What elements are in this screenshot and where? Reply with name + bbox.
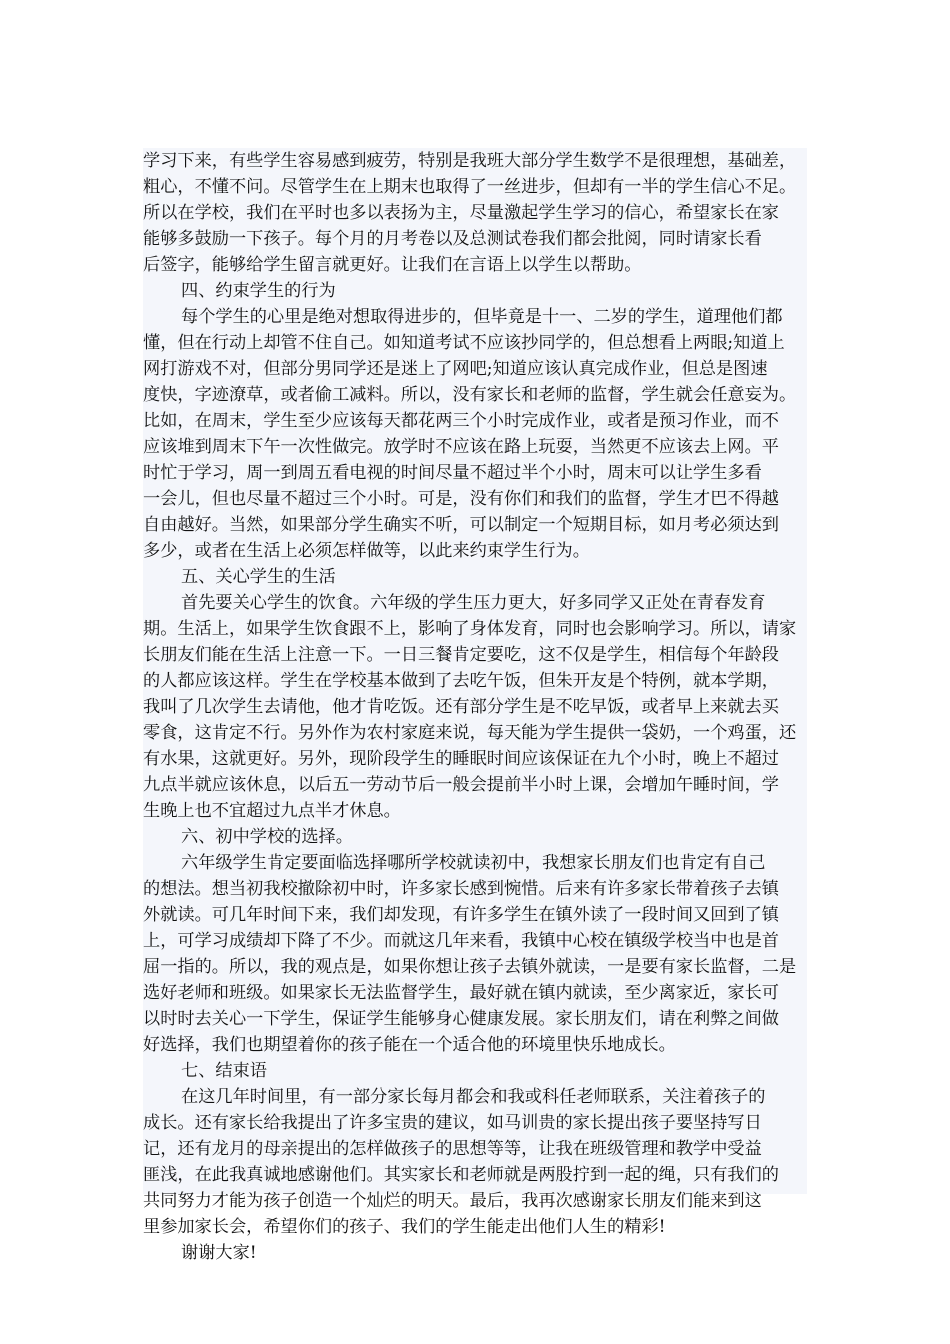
text-line: 时忙于学习，周一到周五看电视的时间尽量不超过半个小时，周末可以让学生多看 [143, 463, 762, 483]
text-line: 屈一指的。所以，我的观点是，如果你想让孩子去镇外就读，一是要有家长监督，二是 [143, 957, 797, 977]
text-line: 记，还有龙月的母亲提出的怎样做孩子的思想等等，让我在班级管理和教学中受益 [143, 1139, 762, 1159]
text-line: 上，可学习成绩却下降了不少。而就这几年来看，我镇中心校在镇级学校当中也是首 [143, 931, 779, 951]
paragraph-first-line: 七、结束语 [181, 1061, 267, 1081]
paragraph-first-line: 首先要关心学生的饮食。六年级的学生压力更大，好多同学又正处在青春发育 [181, 593, 766, 613]
text-line: 好选择，我们也期望着你的孩子能在一个适合他的环境里快乐地成长。 [143, 1035, 676, 1055]
text-line: 以时时去关心一下学生，保证学生能够身心健康发展。家长朋友们，请在利弊之间做 [143, 1009, 779, 1029]
text-line: 有水果，这就更好。另外，现阶段学生的睡眠时间应该保证在九个小时，晚上不超过 [143, 749, 779, 769]
text-line: 九点半就应该休息，以后五一劳动节后一般会提前半小时上课，会增加午睡时间，学 [143, 775, 779, 795]
text-line: 里参加家长会，希望你们的孩子、我们的学生能走出他们人生的精彩! [143, 1217, 666, 1237]
paragraph-first-line: 六年级学生肯定要面临选择哪所学校就读初中，我想家长朋友们也肯定有自己 [181, 853, 766, 873]
text-line: 一会儿，但也尽量不超过三个小时。可是，没有你们和我们的监督，学生才巴不得越 [143, 489, 779, 509]
text-line: 长朋友们能在生活上注意一下。一日三餐肯定要吃，这不仅是学生，相信每个年龄段 [143, 645, 779, 665]
text-line: 自由越好。当然，如果部分学生确实不听，可以制定一个短期目标，如月考必须达到 [143, 515, 779, 535]
text-line: 多少，或者在生活上必须怎样做等，以此来约束学生行为。 [143, 541, 590, 561]
paragraph-first-line: 五、关心学生的生活 [181, 567, 336, 587]
text-line: 匪浅，在此我真诚地感谢他们。其实家长和老师就是两股拧到一起的绳，只有我们的 [143, 1165, 779, 1185]
document-text-block [143, 148, 807, 1263]
text-line: 比如，在周末，学生至少应该每天都花两三个小时完成作业，或者是预习作业，而不 [143, 411, 779, 431]
text-line: 学习下来，有些学生容易感到疲劳，特别是我班大部分学生数学不是很理想，基础差， [143, 151, 797, 171]
text-line: 我叫了几次学生去请他，他才肯吃饭。还有部分学生是不吃早饭，或者早上来就去买 [143, 697, 779, 717]
text-line: 生晚上也不宜超过九点半才休息。 [143, 801, 401, 821]
text-line: 网打游戏不对，但部分男同学还是迷上了网吧;知道应该认真完成作业，但总是图速 [143, 359, 768, 379]
text-line: 度快，字迹潦草，或者偷工减料。所以，没有家长和老师的监督，学生就会任意妄为。 [143, 385, 797, 405]
text-line: 期。生活上，如果学生饮食跟不上，影响了身体发育，同时也会影响学习。所以，请家 [143, 619, 797, 639]
text-line: 的人都应该这样。学生在学校基本做到了去吃午饭，但朱开友是个特例，就本学期， [143, 671, 779, 691]
paragraph-first-line: 每个学生的心里是绝对想取得进步的，但毕竟是十一、二岁的学生，道理他们都 [181, 307, 783, 327]
text-line: 后签字，能够给学生留言就更好。让我们在言语上以学生以帮助。 [143, 255, 642, 275]
text-line: 的想法。想当初我校撤除初中时，许多家长感到惋惜。后来有许多家长带着孩子去镇 [143, 879, 779, 899]
text-line: 应该堆到周末下午一次性做完。放学时不应该在路上玩耍，当然更不应该去上网。平 [143, 437, 779, 457]
text-line: 共同努力才能为孩子创造一个灿烂的明天。最后，我再次感谢家长朋友们能来到这 [143, 1191, 762, 1211]
text-line: 选好老师和班级。如果家长无法监督学生，最好就在镇内就读，至少离家近，家长可 [143, 983, 779, 1003]
text-line: 所以在学校，我们在平时也多以表扬为主，尽量激起学生学习的信心，希望家长在家 [143, 203, 779, 223]
text-line: 粗心，不懂不问。尽管学生在上期末也取得了一丝进步，但却有一半的学生信心不足。 [143, 177, 797, 197]
paragraph-first-line: 六、初中学校的选择。 [181, 827, 353, 847]
text-line: 能够多鼓励一下孩子。每个月的月考卷以及总测试卷我们都会批阅，同时请家长看 [143, 229, 762, 249]
text-line: 外就读。可几年时间下来，我们却发现，有许多学生在镇外读了一段时间又回到了镇 [143, 905, 779, 925]
text-line: 成长。还有家长给我提出了许多宝贵的建议，如马训贵的家长提出孩子要坚持写日 [143, 1113, 762, 1133]
paragraph-first-line: 四、约束学生的行为 [181, 281, 336, 301]
paragraph-first-line: 谢谢大家! [181, 1243, 257, 1263]
text-line: 懂，但在行动上却管不住自己。如知道考试不应该抄同学的，但总想看上两眼;知道上 [143, 333, 785, 353]
text-line: 零食，这肯定不行。另外作为农村家庭来说，每天能为学生提供一袋奶，一个鸡蛋，还 [143, 723, 797, 743]
paragraph-first-line: 在这几年时间里，有一部分家长每月都会和我或科任老师联系，关注着孩子的 [181, 1087, 766, 1107]
